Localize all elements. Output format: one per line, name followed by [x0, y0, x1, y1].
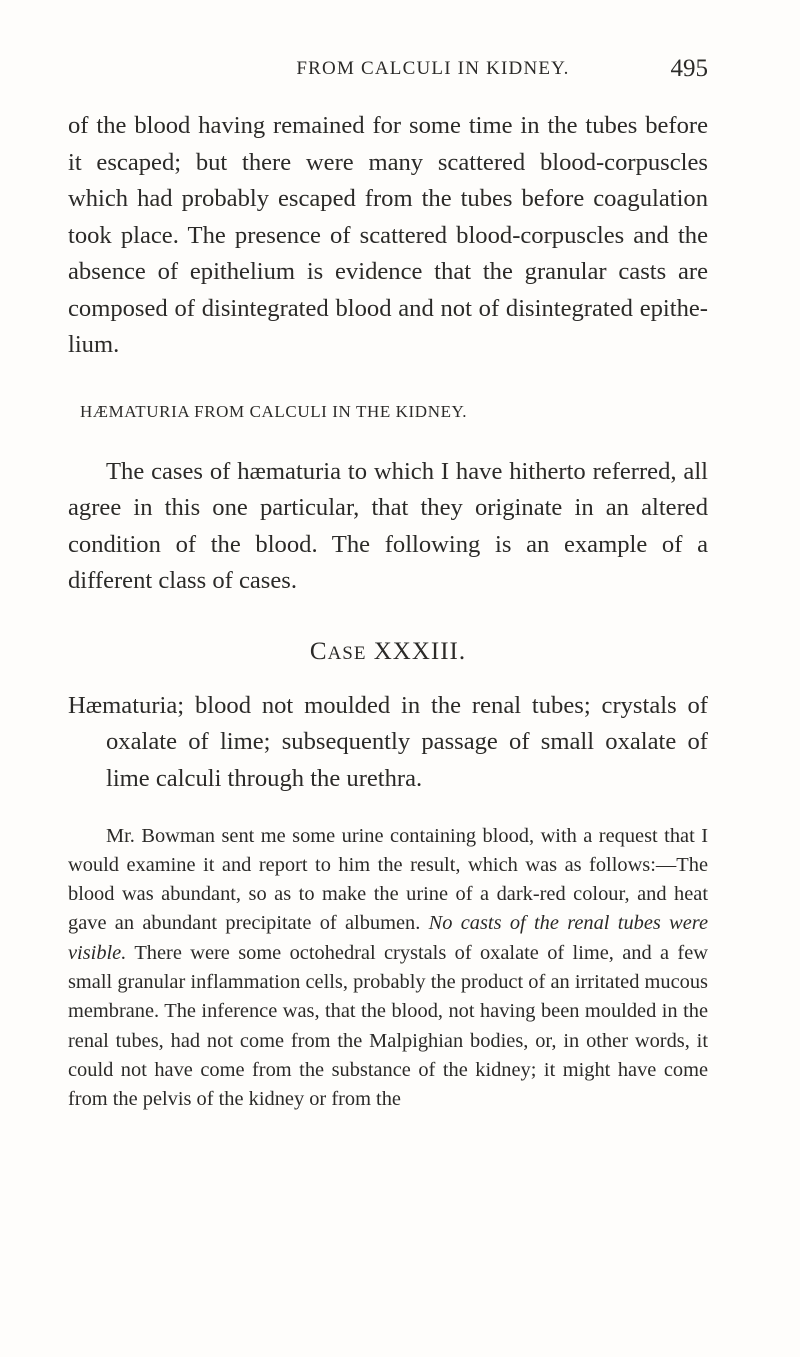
case-report-paragraph: [68, 822, 708, 1115]
case-report-text-2: There were some octohedral crystals of oxalate of lime, and a few small granular inflammation cells, probably the product of an irritated mucous membrane. The inference was, that the blood, not having been moulded in the renal tubes, had not come from the Malpighian bodies, or, in other words, it could not have come from the substance of the kidney; it might have come from the pelvis of the kidney or from the: [68, 941, 709, 1111]
running-head-title: FROM CALCULI IN KIDNEY.: [296, 58, 570, 79]
case-title-numeral: XXXIII.: [373, 637, 467, 665]
paragraph-intro: The cases of hæmaturia to which I have hitherto referred, all agree in this one particular, that they originate in an altered condition of the blood. The following is an example of a different class of cases.: [68, 457, 708, 594]
page-number: 495: [670, 55, 708, 82]
case-report-text-1: Mr. Bowman sent me some urine containing blood, with a request that I would examine it and report to him the result, which was as follows:—The blood was abundant, so as to make the urine of a dark-red colour, and heat gave an abundant precipitate of albumen.: [68, 824, 708, 935]
case-title: [68, 638, 708, 666]
case-report-italic-finding: No casts of the renal tubes were visible.: [68, 912, 708, 964]
case-summary: Hæmaturia; blood not moulded in the renal tubes; crystals of oxalate of lime; subsequently passage of small oxalate of lime calculi through the urethra.: [68, 691, 708, 792]
case-title-initial: C: [309, 637, 328, 665]
book-page: [68, 55, 708, 1135]
running-head: [68, 55, 708, 95]
paragraph-continued: of the blood having remained for some time in the tubes before it escaped; but there were many scattered blood-corpuscles which had probably escaped from the tubes before coagulation took place. The presence of scattered blood-corpuscles and the absence of epithelium is evidence that the granular casts are composed of disintegrated blood and not of disintegrated epithelium.: [68, 112, 708, 358]
case-title-rest: ASE: [327, 642, 367, 664]
section-heading: HÆMATURIA FROM CALCULI IN THE KIDNEY.: [80, 401, 468, 421]
